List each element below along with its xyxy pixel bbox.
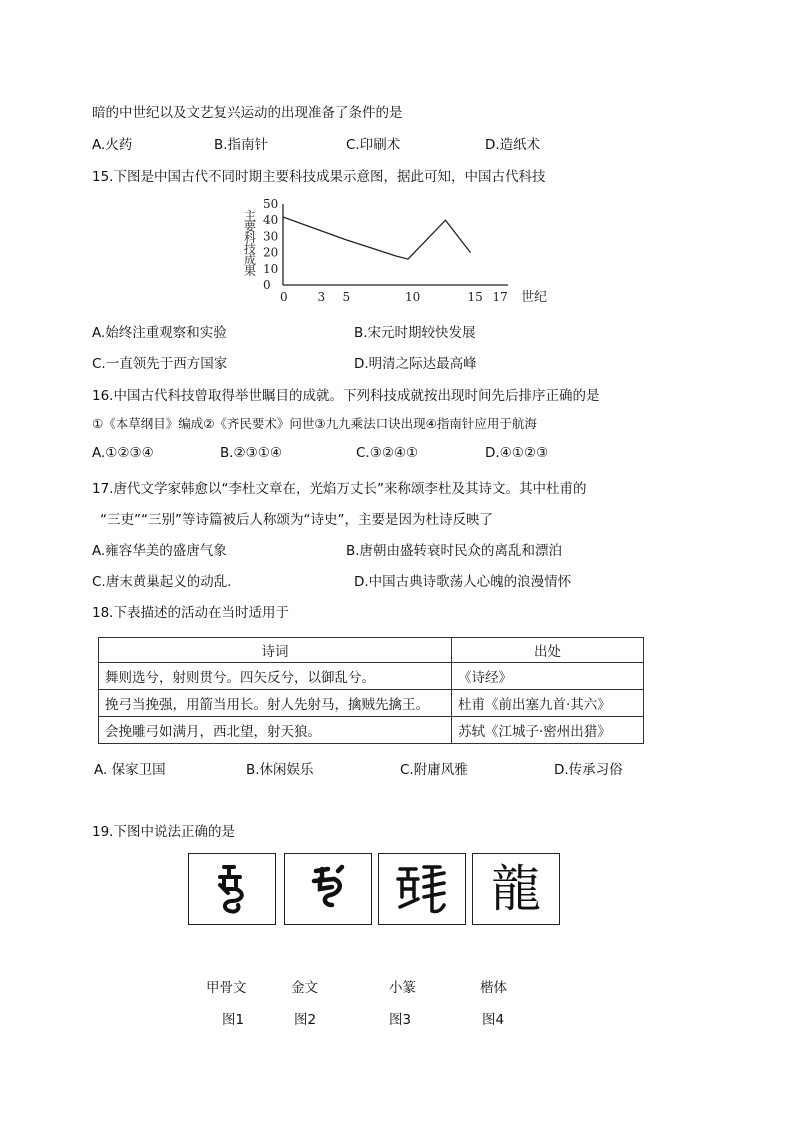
chart-y-label-char: 果 bbox=[244, 264, 257, 278]
figure-caption-4: 图4 bbox=[482, 1012, 505, 1028]
table-cell-poem: 舞则选兮，射则贯兮。四矢反兮，以御乱兮。 bbox=[99, 663, 452, 690]
q16-option-b: B.②③①④ bbox=[220, 445, 282, 461]
chart-y-label-char: 成 bbox=[244, 253, 257, 267]
q17-option-b: B.唐朝由盛转衰时民众的离乱和漂泊 bbox=[346, 543, 563, 559]
chart-x-tick-label: 10 bbox=[405, 290, 421, 304]
table-cell-poem: 挽弓当挽强，用箭当用长。射人先射马，擒贼先擒王。 bbox=[99, 690, 452, 717]
chart-y-tick-label: 0 bbox=[263, 278, 271, 292]
chart-y-tick-label: 20 bbox=[263, 245, 279, 260]
glyph-box-oracle-bone bbox=[188, 853, 276, 925]
glyph-label-regular-script: 楷体 bbox=[480, 980, 507, 996]
chart-y-tick-label: 50 bbox=[263, 197, 279, 211]
question-18-stem: 18.下表描述的活动在当时适用于 bbox=[92, 605, 289, 621]
chart-x-tick-label: 0 bbox=[280, 290, 288, 304]
table-cell-source: 杜甫《前出塞九首·其六》 bbox=[452, 690, 644, 717]
table-cell-poem: 会挽雕弓如满月，西北望，射天狼。 bbox=[99, 717, 452, 744]
q17-option-a: A.雍容华美的盛唐气象 bbox=[92, 543, 227, 559]
chart-y-tick-label: 10 bbox=[263, 261, 279, 276]
chart-y-label-char: 科 bbox=[244, 231, 257, 245]
q17-option-c: C.唐末黄巢起义的动乱. bbox=[92, 574, 232, 590]
bronze-dragon-icon bbox=[298, 859, 358, 919]
question-16-stem: 16.中国古代科技曾取得举世瞩目的成就。下列科技成就按出现时间先后排序正确的是 bbox=[92, 388, 600, 404]
q14-option-a: A.火药 bbox=[92, 137, 133, 153]
q18-option-d: D.传承习俗 bbox=[554, 762, 623, 778]
q15-option-c: C.一直领先于西方国家 bbox=[92, 356, 228, 372]
q18-option-b: B.休闲娱乐 bbox=[246, 762, 314, 778]
question-19-stem: 19.下图中说法正确的是 bbox=[92, 824, 235, 840]
chart-y-label-char: 主 bbox=[244, 209, 257, 223]
q16-option-c: C.③②④① bbox=[356, 445, 419, 461]
q16-option-d: D.④①②③ bbox=[485, 445, 549, 461]
chart-x-tick-label: 5 bbox=[342, 290, 351, 304]
chart-x-tick-label: 3 bbox=[317, 290, 326, 304]
figure-caption-2: 图2 bbox=[294, 1012, 317, 1028]
regular-script-dragon-character: 龍 bbox=[491, 860, 541, 918]
chart-series-line bbox=[283, 217, 471, 259]
table-cell-source: 《诗经》 bbox=[452, 663, 644, 690]
science-achievement-line-chart bbox=[238, 196, 558, 308]
glyph-label-small-seal: 小篆 bbox=[389, 980, 416, 996]
table-row bbox=[99, 717, 644, 744]
chart-x-axis-label: 世纪 bbox=[521, 290, 548, 305]
figure-caption-3: 图3 bbox=[389, 1012, 412, 1028]
q16-option-a: A.①②③④ bbox=[92, 445, 154, 461]
figure-caption-1: 图1 bbox=[222, 1012, 245, 1028]
chart-x-tick-label: 15 bbox=[467, 290, 483, 304]
glyph-box-bronze bbox=[284, 853, 372, 925]
chart-y-axis-label bbox=[244, 209, 256, 278]
q15-option-b: B.宋元时期较快发展 bbox=[354, 325, 476, 341]
q14-option-c: C.印刷术 bbox=[346, 137, 401, 153]
glyph-box-small-seal bbox=[378, 853, 466, 925]
small-seal-dragon-icon bbox=[390, 859, 454, 919]
poem-source-table bbox=[98, 637, 644, 744]
q15-option-d: D.明清之际达最高峰 bbox=[354, 356, 477, 372]
question-14-stem-tail: 暗的中世纪以及文艺复兴运动的出现准备了条件的是 bbox=[92, 105, 403, 121]
table-header-poem: 诗词 bbox=[99, 638, 452, 663]
table-header-row bbox=[99, 638, 644, 663]
glyph-label-oracle-bone: 甲骨文 bbox=[206, 980, 247, 996]
chart-y-tick-label: 30 bbox=[263, 229, 279, 244]
question-17-stem-line2: “三吏”“三别”等诗篇被后人称颂为“诗史”，主要是因为杜诗反映了 bbox=[100, 512, 493, 528]
q18-option-a: A. 保家卫国 bbox=[94, 762, 166, 778]
chart-y-tick-label: 40 bbox=[263, 213, 279, 228]
table-row bbox=[99, 663, 644, 690]
table-header-source: 出处 bbox=[452, 638, 644, 663]
chart-y-label-char: 要 bbox=[244, 220, 257, 234]
glyph-label-bronze: 金文 bbox=[291, 980, 318, 996]
question-15-stem: 15.下图是中国古代不同时期主要科技成果示意图，据此可知，中国古代科技 bbox=[92, 169, 546, 185]
table-cell-source: 苏轼《江城子·密州出猎》 bbox=[452, 717, 644, 744]
q14-option-d: D.造纸术 bbox=[485, 137, 541, 153]
q18-option-c: C.附庸风雅 bbox=[400, 762, 468, 778]
oracle-bone-dragon-icon bbox=[202, 859, 262, 919]
question-17-stem-line1: 17.唐代文学家韩愈以“李杜文章在，光焰万丈长”来称颂李杜及其诗文。其中杜甫的 bbox=[92, 481, 587, 497]
glyph-box-regular-script bbox=[472, 853, 560, 925]
table-row bbox=[99, 690, 644, 717]
q14-option-b: B.指南针 bbox=[214, 137, 269, 153]
q17-option-d: D.中国古典诗歌荡人心魄的浪漫情怀 bbox=[354, 574, 572, 590]
question-16-items: ①《本草纲目》编成②《齐民要术》问世③九九乘法口诀出现④指南针应用于航海 bbox=[92, 416, 537, 431]
chart-x-tick-label: 17 bbox=[492, 290, 508, 304]
chart-y-label-char: 技 bbox=[244, 242, 257, 256]
q15-option-a: A.始终注重观察和实验 bbox=[92, 325, 227, 341]
